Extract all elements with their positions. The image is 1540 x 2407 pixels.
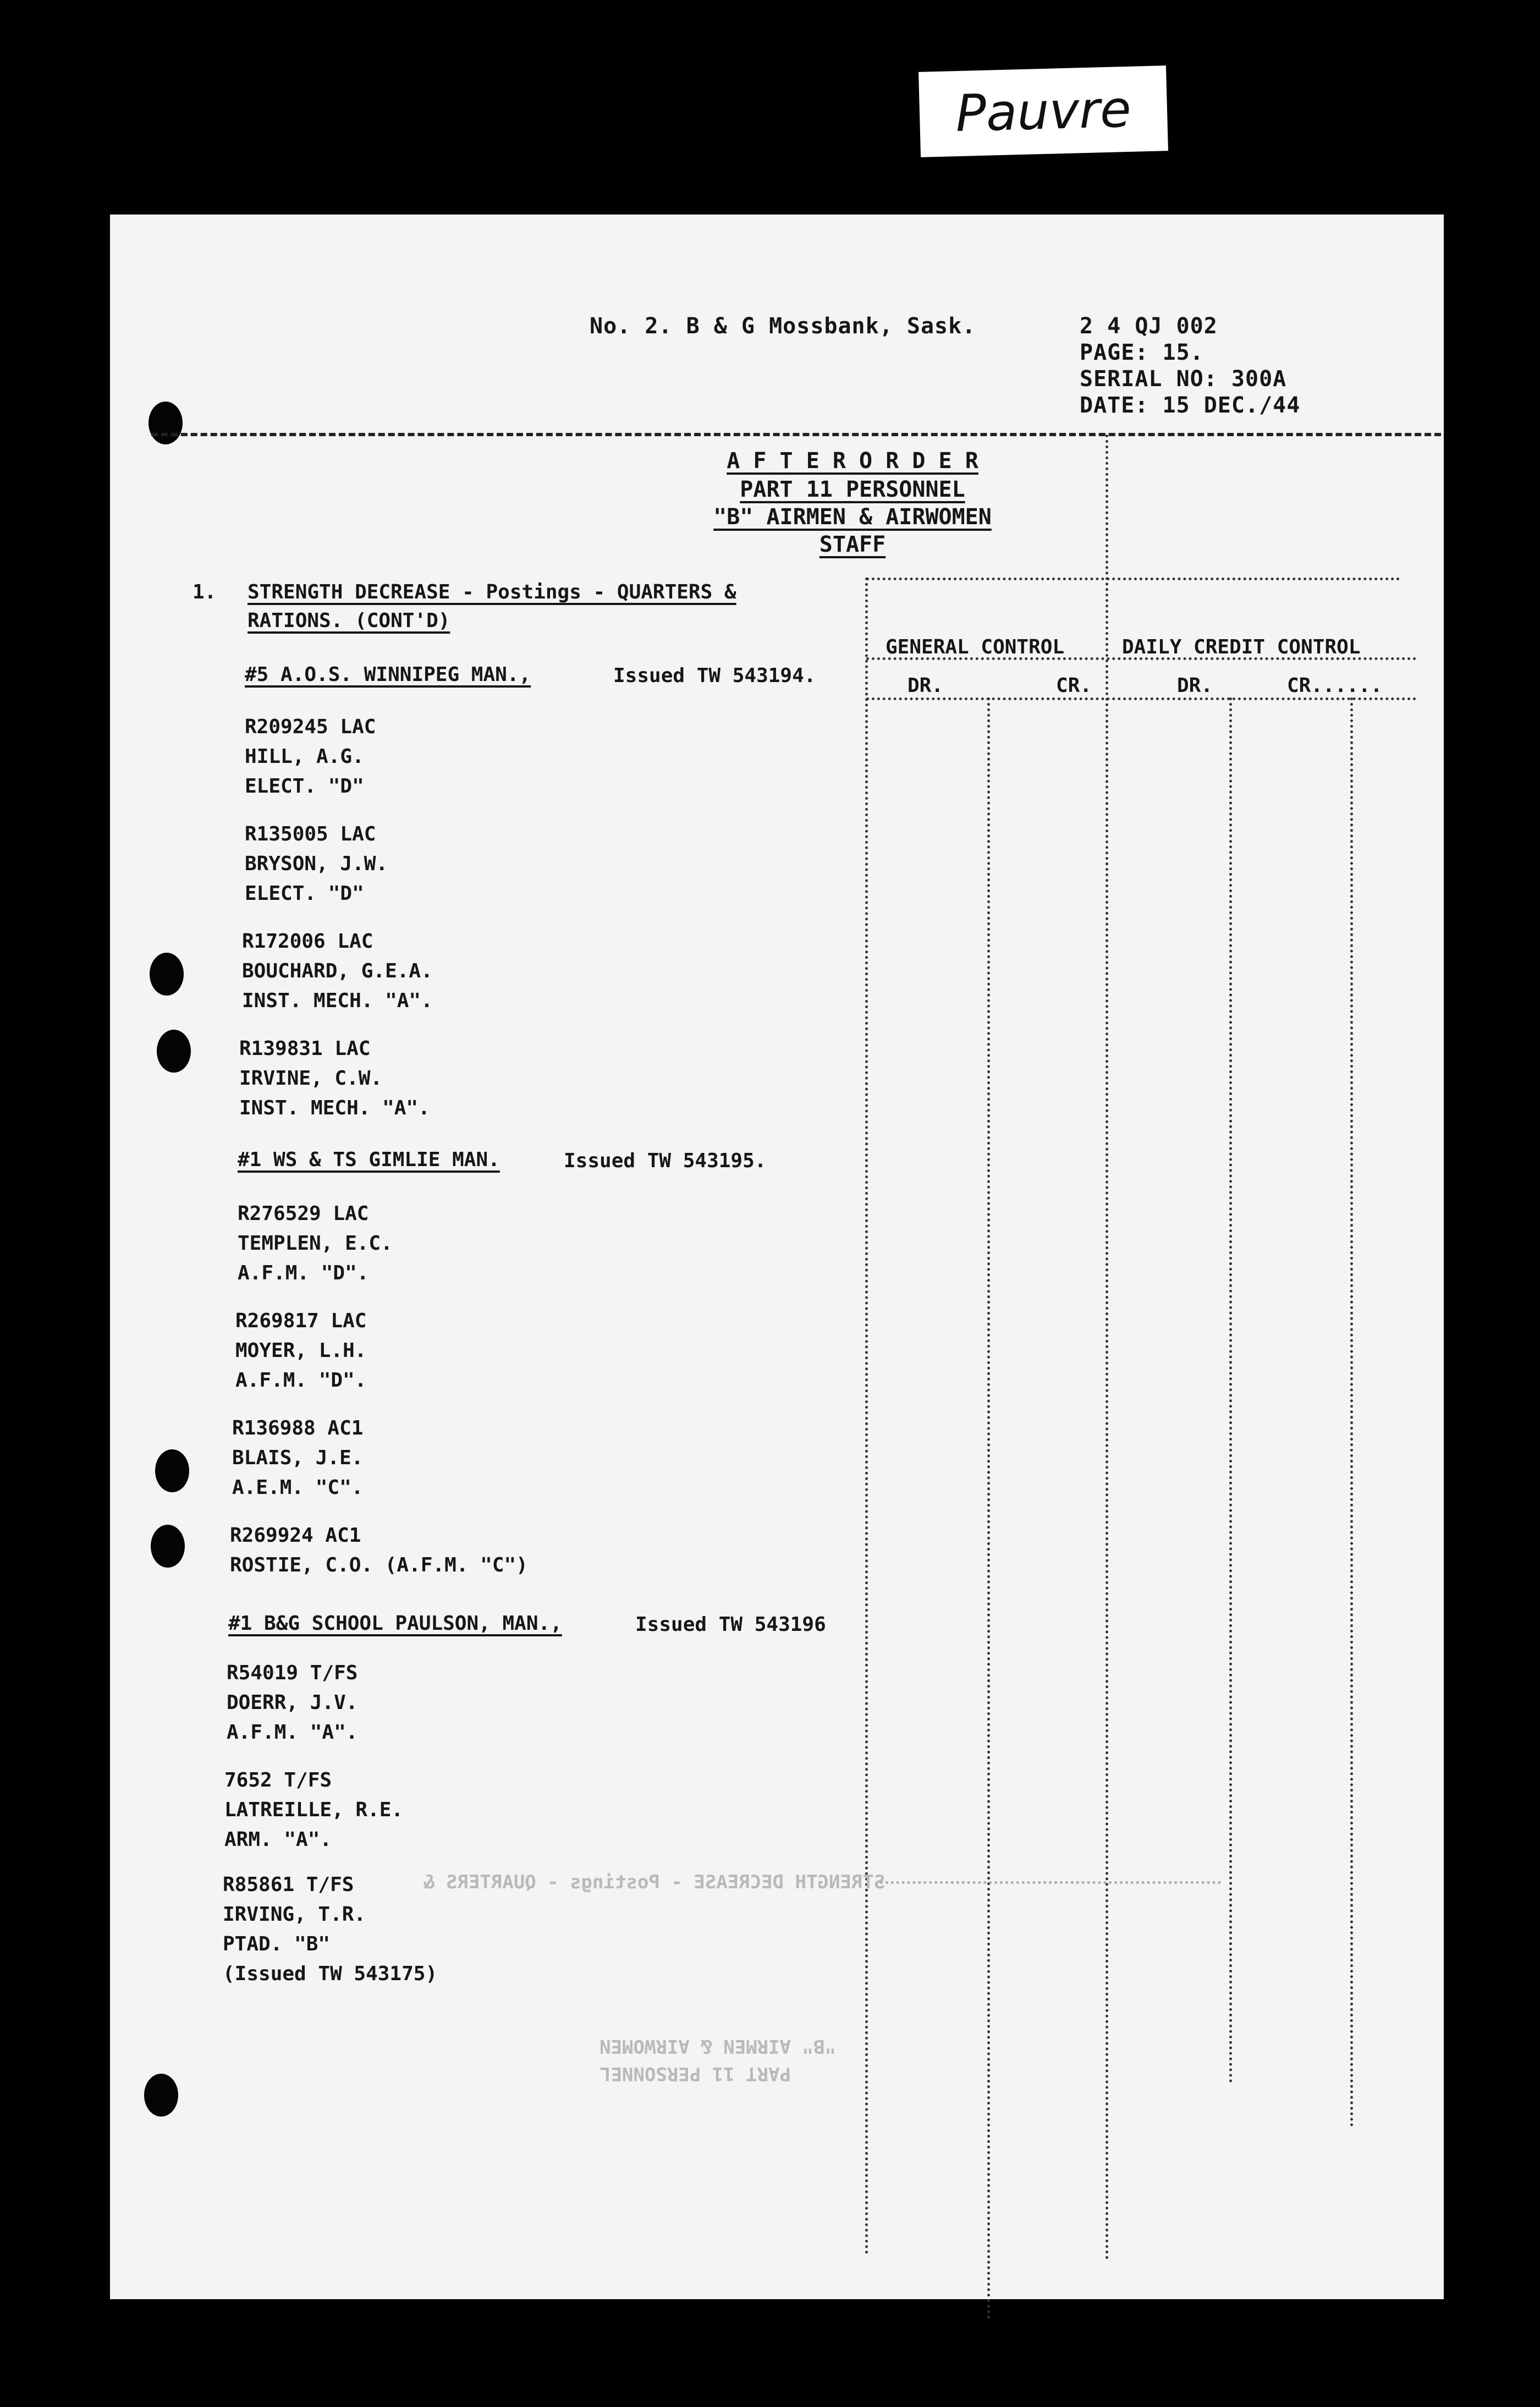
column-line <box>865 578 868 2255</box>
trade: A.F.M. "D". <box>238 1262 369 1284</box>
airman-name: IRVING, T.R. <box>223 1903 366 1926</box>
trade: INST. MECH. "A". <box>239 1097 430 1119</box>
airman-name: IRVINE, C.W. <box>239 1067 383 1090</box>
order-title: A F T E R O R D E R <box>727 448 978 474</box>
airman-name: MOYER, L.H. <box>235 1339 367 1362</box>
teletype-issued: Issued TW 543195. <box>564 1150 767 1172</box>
binder-hole <box>150 953 184 996</box>
section-number: 1. <box>193 581 217 603</box>
general-debit-column: DR. <box>908 674 944 697</box>
daily-credit-column: CR...... <box>1287 674 1383 697</box>
header-divider <box>151 433 1441 436</box>
personnel-entry <box>235 1306 366 1395</box>
file-name-tag: Pauvre <box>919 65 1168 157</box>
order-date: DATE: 15 DEC./44 <box>1080 393 1301 418</box>
page-number: PAGE: 15. <box>1080 340 1204 365</box>
posting-destination: #1 WS & TS GIMLIE MAN. <box>238 1148 500 1171</box>
airman-name: BOUCHARD, G.E.A. <box>242 960 433 982</box>
bleed-through-text: "B" AIRMEN & AIRWOMEN <box>600 2035 836 2057</box>
column-line <box>1350 697 1353 2128</box>
personnel-entry <box>242 927 433 1016</box>
issued-note: (Issued TW 543175) <box>223 1963 438 1985</box>
service-number: R209245 LAC <box>245 716 376 738</box>
binder-hole <box>155 1449 189 1492</box>
service-number: 7652 T/FS <box>224 1769 332 1791</box>
order-part: PART 11 PERSONNEL <box>740 477 965 502</box>
column-line <box>987 697 990 2320</box>
teletype-issued: Issued TW 543196 <box>635 1613 826 1636</box>
document-page <box>110 215 1444 2299</box>
personnel-entry <box>232 1414 363 1503</box>
trade: INST. MECH. "A". <box>242 990 433 1012</box>
daily-debit-column: DR. <box>1177 674 1213 697</box>
trade: PTAD. "B" <box>223 1933 331 1955</box>
serial-number: SERIAL NO: 300A <box>1080 366 1287 392</box>
bleed-through-line <box>880 1881 1221 1884</box>
column-line <box>1229 697 1232 2084</box>
order-staff-label: STAFF <box>819 532 886 557</box>
airman-name: DOERR, J.V. <box>227 1691 358 1714</box>
airman-name: ROSTIE, C.O. (A.F.M. "C") <box>230 1554 528 1576</box>
personnel-entry <box>227 1658 358 1747</box>
airman-name: LATREILLE, R.E. <box>224 1799 404 1821</box>
trade: ARM. "A". <box>224 1828 332 1851</box>
trade: A.E.M. "C". <box>232 1476 364 1499</box>
section-heading-cont: RATIONS. (CONT'D) <box>248 609 450 632</box>
service-number: R276529 LAC <box>238 1202 369 1225</box>
bleed-through-text: STRENGTH DECREASE - Postings - QUARTERS & <box>424 1871 886 1893</box>
trade: A.F.M. "A". <box>227 1721 358 1744</box>
trade: ELECT. "D" <box>245 775 364 798</box>
service-number: R54019 T/FS <box>227 1662 358 1684</box>
personnel-entry <box>230 1521 528 1580</box>
airman-name: BRYSON, J.W. <box>245 853 388 875</box>
trade: A.F.M. "D". <box>235 1369 367 1392</box>
unit-name: No. 2. B & G Mossbank, Sask. <box>590 314 976 339</box>
binder-hole <box>151 1525 185 1568</box>
binder-hole <box>157 1030 191 1073</box>
airman-name: BLAIS, J.E. <box>232 1447 364 1469</box>
order-category: "B" AIRMEN & AIRWOMEN <box>713 504 992 530</box>
binder-hole <box>144 2074 178 2117</box>
service-number: R85861 T/FS <box>223 1873 354 1896</box>
daily-credit-control-header: DAILY CREDIT CONTROL <box>1122 636 1361 658</box>
column-line <box>1106 435 1108 2261</box>
control-table-top-line <box>866 578 1400 580</box>
service-number: R269924 AC1 <box>230 1524 361 1547</box>
bleed-through-text: PART 11 PERSONNEL <box>600 2063 791 2085</box>
airman-name: TEMPLEN, E.C. <box>238 1232 393 1255</box>
document-code: 2 4 QJ 002 <box>1080 314 1218 339</box>
binder-hole <box>148 402 183 444</box>
general-credit-column: CR. <box>1056 674 1092 697</box>
personnel-entry <box>245 712 376 801</box>
service-number: R135005 LAC <box>245 823 376 845</box>
personnel-entry <box>238 1199 393 1288</box>
service-number: R136988 AC1 <box>232 1417 364 1439</box>
teletype-issued: Issued TW 543194. <box>613 664 816 687</box>
service-number: R139831 LAC <box>239 1037 371 1060</box>
service-number: R172006 LAC <box>242 930 373 953</box>
section-heading: STRENGTH DECREASE - Postings - QUARTERS & <box>248 581 736 603</box>
service-number: R269817 LAC <box>235 1310 367 1332</box>
general-control-header: GENERAL CONTROL <box>886 636 1065 658</box>
posting-destination: #1 B&G SCHOOL PAULSON, MAN., <box>228 1612 562 1635</box>
personnel-entry <box>239 1034 430 1123</box>
trade: ELECT. "D" <box>245 882 364 905</box>
personnel-entry <box>224 1766 403 1855</box>
posting-destination: #5 A.O.S. WINNIPEG MAN., <box>245 663 531 686</box>
airman-name: HILL, A.G. <box>245 745 364 768</box>
personnel-entry <box>245 820 388 909</box>
personnel-entry <box>223 1870 437 1989</box>
